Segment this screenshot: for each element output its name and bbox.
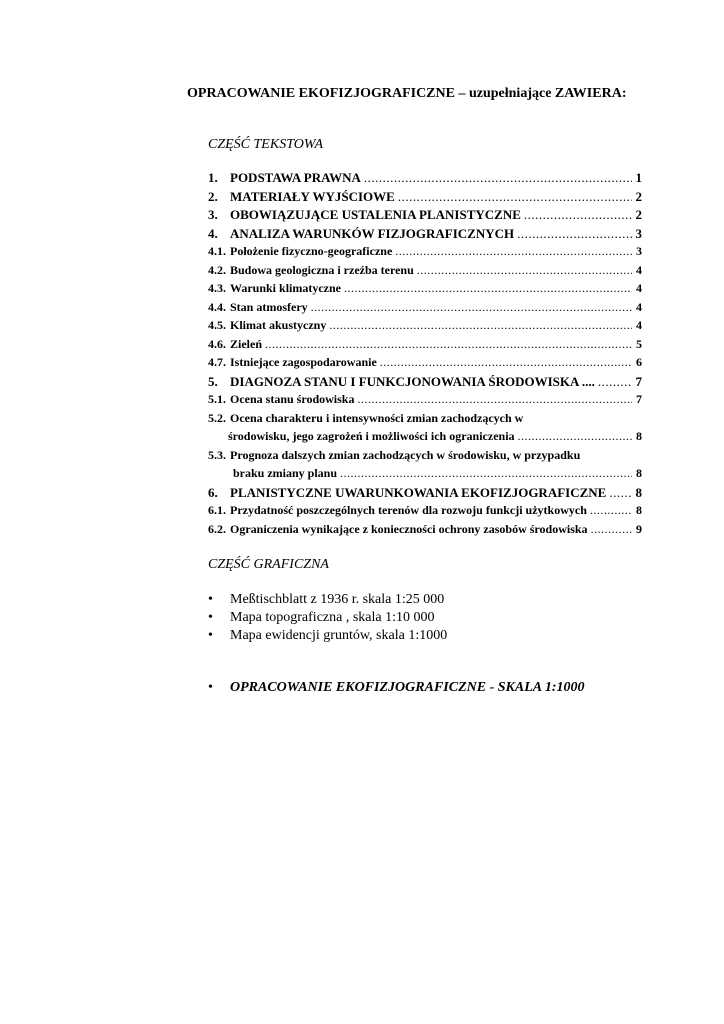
toc-entry-title: środowisku, jego zagrożeń i możliwości ich ograniczenia: [228, 429, 515, 443]
toc-entry-title: Ograniczenia wynikające z konieczności ochrony zasobów środowiska: [230, 521, 588, 536]
toc-entry-page: 4: [636, 299, 642, 314]
toc-entry-title: PLANISTYCZNE UWARUNKOWANIA EKOFIZJOGRAFICZNE: [230, 484, 607, 500]
toc-entry-number: 4.5.: [208, 318, 226, 332]
toc-entry-title: Przydatność poszczególnych terenów dla rozwoju funkcji użytkowych: [230, 503, 587, 517]
toc-entry-title: Istniejące zagospodarowanie: [230, 355, 377, 369]
toc-leader-dots: [392, 244, 632, 259]
toc-entry-title: Budowa geologiczna i rzeźba terenu: [230, 262, 414, 277]
toc-entry: [208, 411, 642, 430]
list-item: [208, 628, 447, 646]
toc-entry-title: OBOWIĄZUJĄCE USTALENIA PLANISTYCZNE: [230, 207, 521, 222]
toc-entry-page: 6: [636, 355, 642, 369]
toc-leader-dots: [521, 207, 632, 223]
toc-entry-number: 4.2.: [208, 262, 226, 277]
toc-leader-dots: [395, 189, 632, 205]
toc-entry-number: 4.1.: [208, 244, 226, 258]
toc-entry: [208, 503, 642, 522]
bullet-text: OPRACOWANIE EKOFIZJOGRAFICZNE - SKALA 1:1000: [230, 680, 585, 695]
toc-entry-number: 4.3.: [208, 281, 226, 295]
toc-entry-title: PODSTAWA PRAWNA: [230, 170, 361, 185]
toc-entry-page: 3: [636, 244, 642, 258]
toc-entry-title: braku zmiany planu: [233, 466, 338, 480]
toc-leader-dots: [587, 503, 632, 518]
toc-entry: [208, 226, 642, 245]
graphic-part-list: [208, 592, 447, 646]
toc-entry-title: Ocena stanu środowiska: [230, 392, 355, 406]
toc-entry-page: 7: [636, 392, 642, 406]
toc-entry: [208, 392, 642, 411]
toc-leader-dots: [341, 281, 632, 296]
toc-entry-number: 2.: [208, 188, 218, 204]
toc-entry: [208, 466, 642, 485]
toc-entry-number: 4.7.: [208, 355, 226, 369]
list-item: [208, 610, 447, 628]
toc-entry-page: 3: [635, 225, 642, 241]
toc-entry-page: 7: [635, 373, 642, 389]
toc-entry-number: 6.2.: [208, 521, 226, 536]
toc-entry-number: 5.: [208, 373, 218, 389]
toc-entry-title: Klimat akustyczny: [230, 318, 327, 332]
toc-leader-dots: [262, 337, 632, 352]
toc-entry-title: Ocena charakteru i intensywności zmian zachodzących w: [230, 410, 524, 425]
toc-entry-number: 5.2.: [208, 410, 226, 425]
toc-entry-page: 8: [636, 466, 642, 480]
toc-entry-page: 2: [635, 207, 642, 222]
table-of-contents: [208, 170, 642, 540]
bullet-icon: •: [208, 592, 213, 607]
toc-leader-dots: [514, 226, 632, 242]
toc-leader-dots: [606, 485, 632, 501]
toc-leader-dots: [595, 374, 632, 390]
toc-leader-dots: [337, 466, 632, 481]
toc-entry-number: 6.: [208, 484, 218, 500]
document-title: OPRACOWANIE EKOFIZJOGRAFICZNE – uzupełniające ZAWIERA:: [187, 86, 627, 101]
toc-leader-dots: [308, 300, 632, 315]
bullet-text: Meßtischblatt z 1936 r. skala 1:25 000: [230, 592, 445, 607]
toc-entry-title: Położenie fizyczno-geograficzne: [230, 244, 393, 258]
bullet-text: Mapa ewidencji gruntów, skala 1:1000: [230, 628, 448, 643]
toc-entry: [208, 374, 642, 393]
toc-entry-number: 4.4.: [208, 299, 226, 314]
toc-leader-dots: [515, 429, 632, 444]
toc-entry: [208, 485, 642, 504]
toc-entry-page: 8: [636, 503, 642, 517]
toc-entry-number: 4.6.: [208, 336, 226, 351]
toc-entry: [208, 189, 642, 208]
bullet-icon: •: [208, 628, 213, 643]
toc-entry-page: 2: [635, 188, 642, 204]
toc-entry-title: MATERIAŁY WYJŚCIOWE: [230, 188, 395, 204]
toc-entry: [208, 170, 642, 189]
toc-entry-page: 4: [636, 318, 642, 332]
toc-entry-title: DIAGNOZA STANU I FUNKCJONOWANIA ŚRODOWISKA ....: [230, 373, 595, 389]
toc-entry: [208, 318, 642, 337]
toc-entry-title: Prognoza dalszych zmian zachodzących w środowisku, w przypadku: [230, 447, 581, 462]
text-part-heading: CZĘŚĆ TEKSTOWA: [208, 137, 324, 152]
toc-entry: [208, 281, 642, 300]
toc-leader-dots: [414, 263, 632, 278]
toc-entry-number: 1.: [208, 170, 218, 185]
toc-entry-page: 1: [635, 170, 642, 185]
toc-entry-title: Zieleń: [230, 336, 262, 351]
toc-entry-number: 3.: [208, 207, 218, 222]
toc-entry-number: 6.1.: [208, 503, 226, 517]
toc-entry: [208, 429, 642, 448]
bullet-icon: •: [208, 610, 213, 625]
toc-leader-dots: [354, 392, 632, 407]
toc-entry: [208, 244, 642, 263]
toc-leader-dots: [361, 170, 632, 186]
list-item: [208, 680, 584, 698]
toc-entry: [208, 207, 642, 226]
bullet-text: Mapa topograficzna , skala 1:10 000: [230, 610, 435, 625]
toc-entry-number: 5.3.: [208, 447, 226, 462]
toc-entry-title: ANALIZA WARUNKÓW FIZJOGRAFICZNYCH: [230, 225, 515, 241]
bullet-icon: •: [208, 680, 213, 695]
toc-entry-page: 4: [636, 281, 642, 295]
toc-entry-page: 5: [636, 336, 642, 351]
toc-entry-page: 9: [636, 521, 642, 536]
toc-entry-title: Stan atmosfery: [230, 299, 308, 314]
toc-entry: [208, 522, 642, 541]
toc-entry-number: 5.1.: [208, 392, 226, 406]
toc-entry-page: 8: [636, 429, 642, 443]
toc-entry: [208, 300, 642, 319]
toc-entry: [208, 355, 642, 374]
graphic-part-heading: CZĘŚĆ GRAFICZNA: [208, 557, 329, 572]
toc-entry-page: 8: [635, 484, 642, 500]
toc-entry-number: 4.: [208, 225, 218, 241]
toc-entry: [208, 263, 642, 282]
toc-entry: [208, 448, 642, 467]
toc-entry-title: Warunki klimatyczne: [230, 281, 342, 295]
toc-entry: [208, 337, 642, 356]
toc-leader-dots: [588, 522, 632, 537]
toc-leader-dots: [326, 318, 632, 333]
toc-entry-page: 4: [636, 262, 642, 277]
toc-leader-dots: [377, 355, 632, 370]
list-item: [208, 592, 447, 610]
graphic-part-final-list: [208, 680, 584, 698]
